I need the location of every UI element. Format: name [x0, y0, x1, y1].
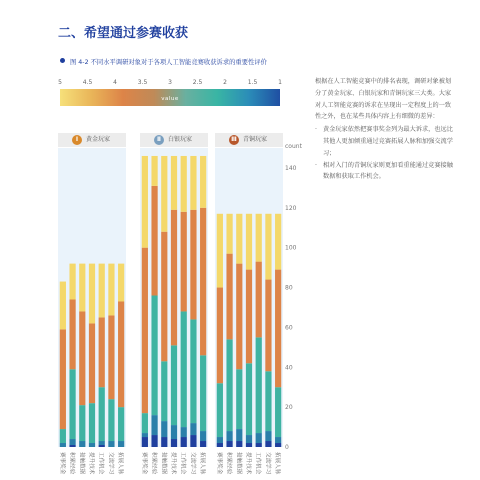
- category-label: 拓展人脉: [199, 452, 206, 475]
- color-scale-label: value: [161, 96, 179, 102]
- category-label: 工作机会: [97, 452, 104, 475]
- bar-segment-level-5: [190, 156, 196, 210]
- bar-segment-level-4: [151, 186, 157, 296]
- y-axis-tick-label: 60: [285, 324, 293, 332]
- panel-title: 黄金玩家: [86, 136, 111, 143]
- panel-header: [140, 133, 208, 147]
- panel-title: 白银玩家: [168, 136, 193, 143]
- bar-segment-level-1: [256, 443, 262, 447]
- bar-segment-level-1: [226, 441, 232, 447]
- y-axis-tick-label: 120: [285, 204, 297, 212]
- bar-segment-level-5: [236, 214, 242, 264]
- category-label: 工作机会: [179, 452, 186, 475]
- bar-segment-level-2: [171, 425, 177, 439]
- category-label: 接触数据: [235, 452, 242, 475]
- color-scale-tick-label: 4: [113, 79, 117, 86]
- color-scale-tick-label: 3.5: [137, 79, 148, 86]
- category-label: 工作机会: [254, 452, 261, 475]
- bar-segment-level-2: [256, 433, 262, 443]
- bar-segment-level-4: [236, 264, 242, 370]
- bar-segment-level-5: [161, 156, 167, 232]
- category-label: 积累经验: [68, 452, 75, 475]
- bar-segment-level-4: [142, 248, 148, 413]
- color-scale-tick-label: 1: [278, 79, 282, 86]
- bar-segment-level-3: [226, 339, 232, 431]
- bar-segment-level-5: [171, 156, 177, 210]
- bar-segment-level-1: [171, 439, 177, 447]
- bar-segment-level-4: [79, 311, 85, 405]
- bar-segment-level-3: [246, 363, 252, 435]
- bullet-marker: ·: [315, 161, 317, 169]
- rank-badge-icon: Ⅱ: [154, 135, 164, 145]
- bar-segment-level-4: [200, 208, 206, 356]
- bar-segment-level-1: [265, 441, 271, 447]
- bar-segment-level-2: [151, 415, 157, 435]
- bar-segment-level-4: [118, 301, 124, 407]
- bar-segment-level-1: [190, 435, 196, 447]
- side-bullet-2-text: 相对入门的青铜玩家则更加看重能通过竞赛接触数据和获取工作机会。: [323, 161, 453, 181]
- bar-segment-level-5: [142, 156, 148, 248]
- bar-segment-level-2: [108, 441, 114, 447]
- y-axis-tick-label: 0: [285, 444, 289, 451]
- bar-segment-level-1: [151, 435, 157, 447]
- bar-segment-level-4: [190, 210, 196, 320]
- bar-segment-level-1: [200, 441, 206, 447]
- bar-segment-level-3: [89, 403, 95, 443]
- category-label: 接触数据: [160, 452, 167, 475]
- category-label: 提升技术: [245, 452, 251, 475]
- figure-caption: 图 4-2 不同水平调研对象对于各项人工智能竞赛收获诉求的重要性评价: [70, 59, 267, 66]
- side-bullet-1: [315, 124, 453, 159]
- side-intro-text: 根据在人工智能竞赛中的排名表现，调研对象被划分了黄金玩家、白银玩家和青铜玩家三大类。大家对人工智能竞赛的诉求在呈现出一定程度上的一致性之外，也在某些具体内容上有细微的差异：: [315, 78, 452, 121]
- category-label: 提升技术: [170, 452, 176, 475]
- bar-segment-level-1: [275, 443, 281, 447]
- bar-segment-level-3: [265, 371, 271, 431]
- y-axis-tick-label: 40: [285, 364, 293, 372]
- rank-badge-icon: Ⅲ: [229, 135, 239, 145]
- bar-segment-level-5: [226, 214, 232, 254]
- category-label: 赛事奖金: [58, 452, 65, 475]
- bar-segment-level-1: [142, 437, 148, 447]
- bar-segment-level-3: [171, 345, 177, 425]
- bar-segment-level-4: [275, 270, 281, 388]
- bar-segment-level-3: [200, 355, 206, 431]
- rank-badge-icon: Ⅰ: [72, 135, 82, 145]
- bar-segment-level-5: [181, 156, 187, 212]
- color-scale-tick-label: 1.5: [247, 79, 258, 86]
- bar-segment-level-1: [99, 445, 105, 447]
- bar-segment-level-4: [226, 254, 232, 340]
- bar-segment-level-4: [217, 288, 223, 384]
- bar-segment-level-2: [236, 429, 242, 441]
- bar-segment-level-2: [200, 431, 206, 441]
- color-scale-tick-label: 5: [58, 79, 62, 86]
- bar-segment-level-4: [161, 232, 167, 362]
- color-scale-tick-label: 3: [168, 79, 172, 86]
- bar-segment-level-3: [99, 387, 105, 441]
- y-axis-tick-label: 80: [285, 284, 293, 292]
- side-bullet-2: [315, 160, 453, 184]
- bar-segment-level-1: [236, 441, 242, 447]
- bar-segment-level-3: [142, 413, 148, 433]
- y-axis-tick-label: 100: [285, 244, 297, 252]
- bar-segment-level-5: [60, 282, 66, 330]
- category-label: 交流学习: [189, 452, 196, 475]
- bar-segment-level-5: [217, 214, 223, 288]
- category-label: 拓展人脉: [117, 452, 124, 475]
- y-axis-title: count: [285, 143, 302, 150]
- bar-segment-level-5: [246, 214, 252, 270]
- category-label: 交流学习: [264, 452, 271, 475]
- bar-segment-level-5: [108, 264, 114, 316]
- bar-segment-level-4: [108, 315, 114, 399]
- category-label: 赛事奖金: [140, 452, 147, 475]
- category-label: 拓展人脉: [274, 452, 281, 475]
- bar-segment-level-4: [265, 280, 271, 372]
- bar-segment-level-3: [79, 405, 85, 441]
- bar-segment-level-5: [69, 264, 75, 300]
- bar-segment-level-5: [151, 156, 157, 186]
- bar-segment-level-2: [275, 437, 281, 443]
- bar-segment-level-3: [256, 337, 262, 433]
- bar-segment-level-3: [151, 296, 157, 416]
- bar-segment-level-4: [60, 329, 66, 429]
- y-axis-tick-label: 140: [285, 164, 297, 172]
- panel-header: [215, 133, 283, 147]
- y-axis-tick-label: 20: [285, 404, 293, 412]
- bar-segment-level-1: [217, 443, 223, 447]
- bar-segment-level-5: [99, 264, 105, 318]
- bar-segment-level-1: [69, 445, 75, 447]
- bar-segment-level-4: [256, 262, 262, 338]
- category-label: 接触数据: [78, 452, 85, 475]
- side-text-block: [315, 76, 453, 183]
- bar-segment-level-3: [108, 399, 114, 441]
- section-title: 二、希望通过参赛收获: [58, 26, 189, 41]
- color-scale-tick-label: 4.5: [82, 79, 93, 86]
- bar-segment-level-4: [181, 212, 187, 312]
- bar-segment-level-2: [142, 433, 148, 437]
- category-label: 提升技术: [88, 452, 94, 475]
- panel-title: 青铜玩家: [243, 136, 268, 143]
- bar-segment-level-2: [217, 437, 223, 443]
- bar-segment-level-3: [60, 429, 66, 443]
- bar-segment-level-2: [60, 443, 66, 447]
- bar-segment-level-1: [181, 437, 187, 447]
- category-label: 赛事奖金: [215, 452, 222, 475]
- bar-segment-level-1: [161, 437, 167, 447]
- bar-segment-level-2: [226, 431, 232, 441]
- bar-segment-level-4: [99, 317, 105, 387]
- bar-segment-level-3: [118, 407, 124, 441]
- bar-segment-level-2: [79, 441, 85, 447]
- bar-segment-level-2: [181, 427, 187, 437]
- bar-segment-level-5: [79, 264, 85, 312]
- bar-segment-level-5: [275, 214, 281, 270]
- bar-segment-level-3: [69, 369, 75, 439]
- bar-segment-level-2: [265, 431, 271, 441]
- bar-segment-level-2: [99, 441, 105, 445]
- bar-segment-level-3: [275, 387, 281, 437]
- bar-segment-level-2: [89, 443, 95, 447]
- bar-segment-level-5: [200, 156, 206, 208]
- bar-segment-level-3: [236, 369, 242, 429]
- bar-segment-level-4: [69, 299, 75, 369]
- category-label: 积累经验: [150, 452, 157, 475]
- bar-segment-level-5: [256, 214, 262, 262]
- bar-segment-level-2: [69, 439, 75, 445]
- panel-header: [58, 133, 126, 147]
- bar-segment-level-2: [246, 435, 252, 443]
- bar-segment-level-1: [246, 443, 252, 447]
- bar-segment-level-5: [265, 214, 271, 280]
- bar-segment-level-4: [246, 270, 252, 364]
- category-label: 积累经验: [225, 452, 232, 475]
- color-scale-tick-label: 2: [223, 79, 227, 86]
- bar-segment-level-3: [161, 361, 167, 421]
- category-label: 交流学习: [107, 452, 114, 475]
- bar-segment-level-3: [190, 319, 196, 423]
- bar-segment-level-2: [161, 421, 167, 437]
- side-bullet-1-text: 黄金玩家依然把赛事奖金列为最大诉求，也远比其他人更加倾重通过竞赛拓展人脉和加强交流学习；: [323, 126, 453, 157]
- bar-segment-level-4: [171, 210, 177, 346]
- bar-segment-level-2: [190, 423, 196, 435]
- bar-segment-level-3: [181, 311, 187, 427]
- bar-segment-level-3: [217, 383, 223, 437]
- bar-segment-level-5: [89, 264, 95, 324]
- bar-segment-level-2: [118, 441, 124, 447]
- color-scale-tick-label: 2.5: [192, 79, 203, 86]
- bar-segment-level-5: [118, 264, 124, 302]
- bullet-marker: ·: [315, 126, 317, 134]
- bar-segment-level-4: [89, 323, 95, 403]
